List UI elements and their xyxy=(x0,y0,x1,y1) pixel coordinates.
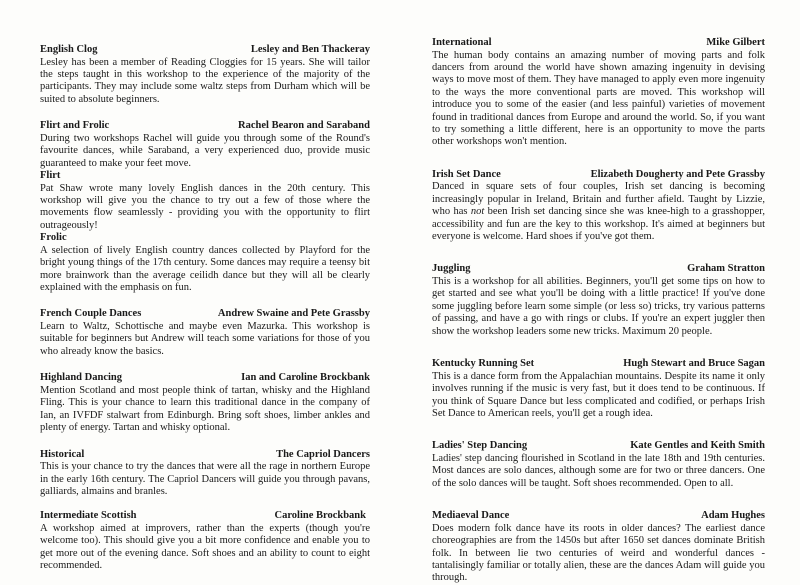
subsection-description-flirt: Pat Shaw wrote many lovely English dances in the 20th century. This workshop will give you the chance to try out a few of those where the movements flow seamlessly - providing you with the opportunity to flirt outrageously! xyxy=(40,182,370,231)
workshop-description: A workshop aimed at improvers, rather than the experts (though you're welcome too). This should give you a bit more confidence and enable you to get more out of the evening dance. Soft shoes and an ability to count to eight recommended. xyxy=(40,522,370,572)
workshop-title: Intermediate Scottish xyxy=(40,510,137,522)
workshop-header xyxy=(40,44,370,57)
workshop-english-clog xyxy=(40,44,370,106)
workshop-leader: Lesley and Ben Thackeray xyxy=(250,44,370,55)
workshop-leader: Mike Gilbert xyxy=(706,37,765,48)
workshop-header xyxy=(40,308,370,321)
workshop-description: Lesley has been a member of Reading Cloggies for 15 years. She will tailor the steps taught in this workshop to the experience of the majority of the participants. They may include some waltz steps from Durham which will be suited to absolute beginners. xyxy=(40,56,370,105)
workshop-header xyxy=(40,449,370,462)
workshop-title: Highland Dancing xyxy=(40,372,122,384)
subsection-title-flirt: Flirt xyxy=(40,170,61,182)
workshop-leader: Adam Hughes xyxy=(701,510,765,522)
workshop-leader: Hugh Stewart and Bruce Sagan xyxy=(623,358,765,370)
workshop-leader: Elizabeth Dougherty and Pete Grassby xyxy=(590,168,765,180)
workshop-description: Does modern folk dance have its roots in older dances? The earliest dance choreographies are from the 1450s but after 1650 set dances dominate British folk. In between lie two centuries of weird and wonderful dances - tantalisingly familiar or totally alien, these are the dances Adam will guide you through. xyxy=(432,522,765,584)
workshop-title: Mediaeval Dance xyxy=(432,510,510,522)
workshop-mediaeval-dance xyxy=(432,510,765,585)
workshop-header xyxy=(432,510,765,523)
workshop-title: French Couple Dances xyxy=(40,308,142,320)
workshop-french-couple-dances xyxy=(40,308,370,358)
workshop-header xyxy=(432,440,765,453)
right-column xyxy=(432,37,765,585)
workshop-description: This is your chance to try the dances that were all the rage in northern Europe in the early 16th century. The Capriol Dancers will guide you through pavans, galliards, almains and branles. xyxy=(40,461,370,497)
workshop-historical xyxy=(40,449,370,499)
description-part: Danced in square sets of four couples, Irish set dancing is becoming increasingly popular in Ireland, Britain and further afield. Taught by Lizzie, who has xyxy=(432,181,765,218)
workshop-ladies-step-dancing xyxy=(432,440,765,490)
subsection-title-frolic: Frolic xyxy=(40,232,67,244)
workshop-title: Kentucky Running Set xyxy=(432,358,535,370)
workshop-irish-set-dance xyxy=(432,169,765,244)
workshop-juggling xyxy=(432,263,765,338)
workshop-header xyxy=(432,358,765,371)
workshop-description: Ladies' step dancing flourished in Scotland in the late 18th and 19th centuries. Most dances are solo dances, although some are for two or three dancers. One of the solo dances will be taught. Soft shoes recommended. Open to all. xyxy=(432,452,765,489)
workshop-description: This is a dance form from the Appalachian mountains. Despite its name it only involves running if the music is very fast, but it does tend to be continuous. If you think of Square Dance but less complicated and codified, or perhaps Irish Set Dance to American reels, you'll get a rough idea. xyxy=(432,370,765,419)
workshop-leader: Andrew Swaine and Pete Grassby xyxy=(217,308,370,320)
workshop-description xyxy=(432,181,765,243)
description-part: been Irish set dancing since she was knee-high to a grasshopper, accessibility and fun are the key to this workshop. It's aimed at beginners but everyone is welcome. Hard shoes if you've got them. xyxy=(432,206,765,243)
workshop-header xyxy=(40,510,370,523)
workshop-title: Irish Set Dance xyxy=(432,168,501,180)
workshop-description: During two workshops Rachel will guide you through some of the Round's favourite dances, while Saraband, a very experienced duo, provide music guaranteed to make your feet move. xyxy=(40,132,370,169)
subsection-description-frolic: A selection of lively English country dances collected by Playford for the bright young things of the 17th century. Some dances may require a teensy bit more brainwork than the average ceilidh dance but they will all be clearly explained with the emphasis on fun. xyxy=(40,244,370,294)
workshop-title: English Clog xyxy=(40,44,98,55)
workshop-leader: Kate Gentles and Keith Smith xyxy=(630,440,765,452)
workshop-header xyxy=(40,372,370,385)
workshop-leader: Ian and Caroline Brockbank xyxy=(241,372,370,384)
workshop-leader: Graham Stratton xyxy=(687,263,765,275)
workshop-international xyxy=(432,37,765,149)
workshop-leader: Caroline Brockbank xyxy=(274,510,366,522)
workshop-title: Ladies' Step Dancing xyxy=(432,440,528,452)
workshop-title: International xyxy=(432,37,492,48)
workshop-description: This is a workshop for all abilities. Beginners, you'll get some tips on how to get started and see what you'll be doing with a little practice! If you've done some juggling before learn some simple (or less so) tricks, try various patterns of passing, and have a go with rings or clubs. If you're an expert juggler then show the workshop leaders some new tricks. Maximum 20 people. xyxy=(432,276,765,337)
workshop-header xyxy=(432,263,765,276)
workshop-kentucky-running-set xyxy=(432,358,765,420)
workshop-header xyxy=(40,120,370,133)
workshop-description: Mention Scotland and most people think of tartan, whisky and the Highland Fling. This is your chance to learn this traditional dance in the company of Ian, an IVFDF stalwart from Edinburgh. Bring soft shoes, limber ankles and plenty of energy. Tartan and whisky optional. xyxy=(40,384,370,434)
workshop-title: Juggling xyxy=(432,263,471,275)
workshop-header xyxy=(432,169,765,182)
workshop-highland-dancing xyxy=(40,372,370,434)
left-column xyxy=(40,44,370,573)
workshop-intermediate-scottish xyxy=(40,510,370,572)
workshop-description: The human body contains an amazing number of moving parts and folk dancers from around the world have shown amazing ingenuity in devising ways to move most of them. They have managed to apply even more ingenuity to the ways the more conventional parts are moved. This workshop will introduce you to some of the easier (and less painful) varieties of movement found in traditional dances from Europe and around the world. So, if you want to try something a little different, here is an opportunity to move the parts other workshops won't mention. xyxy=(432,49,765,148)
description-emphasis: not xyxy=(470,206,485,218)
workshop-leader: Rachel Bearon and Saraband xyxy=(238,120,370,132)
workshop-flirt-and-frolic xyxy=(40,120,370,294)
workshop-leader: The Capriol Dancers xyxy=(276,448,370,460)
workshop-description: Learn to Waltz, Schottische and maybe even Mazurka. This workshop is suitable for beginners but Andrew will teach some variations for those of you who already know the basics. xyxy=(40,321,370,357)
workshop-title: Historical xyxy=(40,448,85,460)
workshop-title: Flirt and Frolic xyxy=(40,120,110,132)
workshop-header xyxy=(432,37,765,50)
